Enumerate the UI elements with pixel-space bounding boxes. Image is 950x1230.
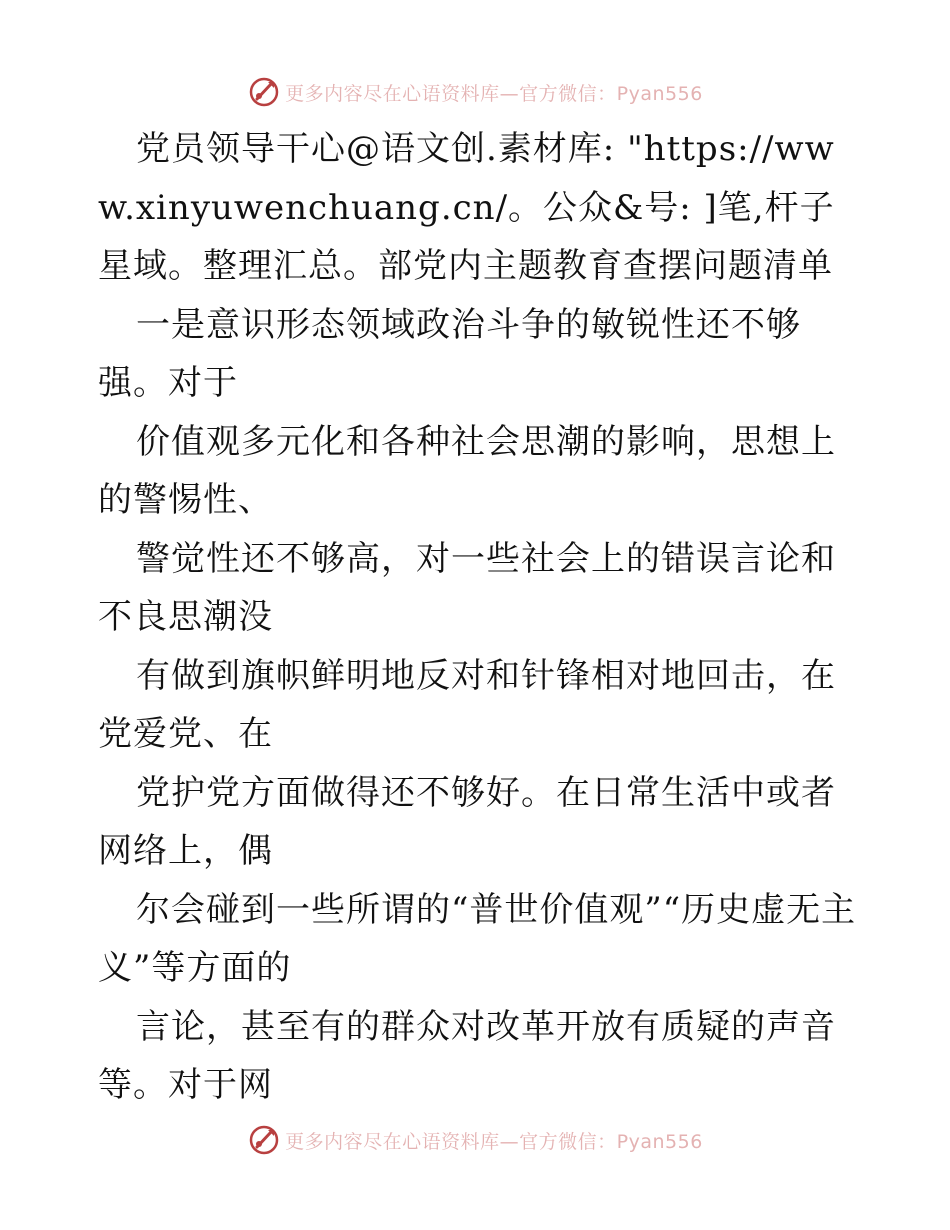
paragraph: 尔会碰到一些所谓的“普世价值观”“历史虚无主义”等方面的 [98, 889, 857, 988]
paragraph: 警觉性还不够高，对一些社会上的错误言论和不良思潮没 [98, 538, 836, 637]
paragraph: 党员领导干心@语文创.素材库: "https://www.xinyuwenchuang.cn/。公众&号: ]笔,杆子星域。整理汇总。部党内主题教育查摆问题清单 [98, 129, 835, 286]
paragraph: 价值观多元化和各种社会思潮的影响，思想上的警惕性、 [98, 421, 836, 520]
paragraph: 党护党方面做得还不够好。在日常生活中或者网络上，偶 [98, 772, 836, 871]
paragraph: 有做到旗帜鲜明地反对和针锋相对地回击，在党爱党、在 [98, 655, 836, 754]
paragraph: 言论，甚至有的群众对改革开放有质疑的声音等。对于网 [98, 1006, 836, 1105]
footer-watermark [0, 1120, 950, 1160]
paragraph: 一是意识形态领域政治斗争的敏锐性还不够强。对于 [98, 304, 801, 403]
header-watermark [0, 72, 950, 112]
quill-seal-icon [247, 1123, 281, 1157]
watermark-text: 更多内容尽在心语资料库—官方微信：Pyan556 [285, 82, 703, 105]
quill-seal-icon [247, 75, 281, 109]
document-body [98, 120, 858, 1115]
watermark-text: 更多内容尽在心语资料库—官方微信：Pyan556 [285, 1130, 703, 1153]
